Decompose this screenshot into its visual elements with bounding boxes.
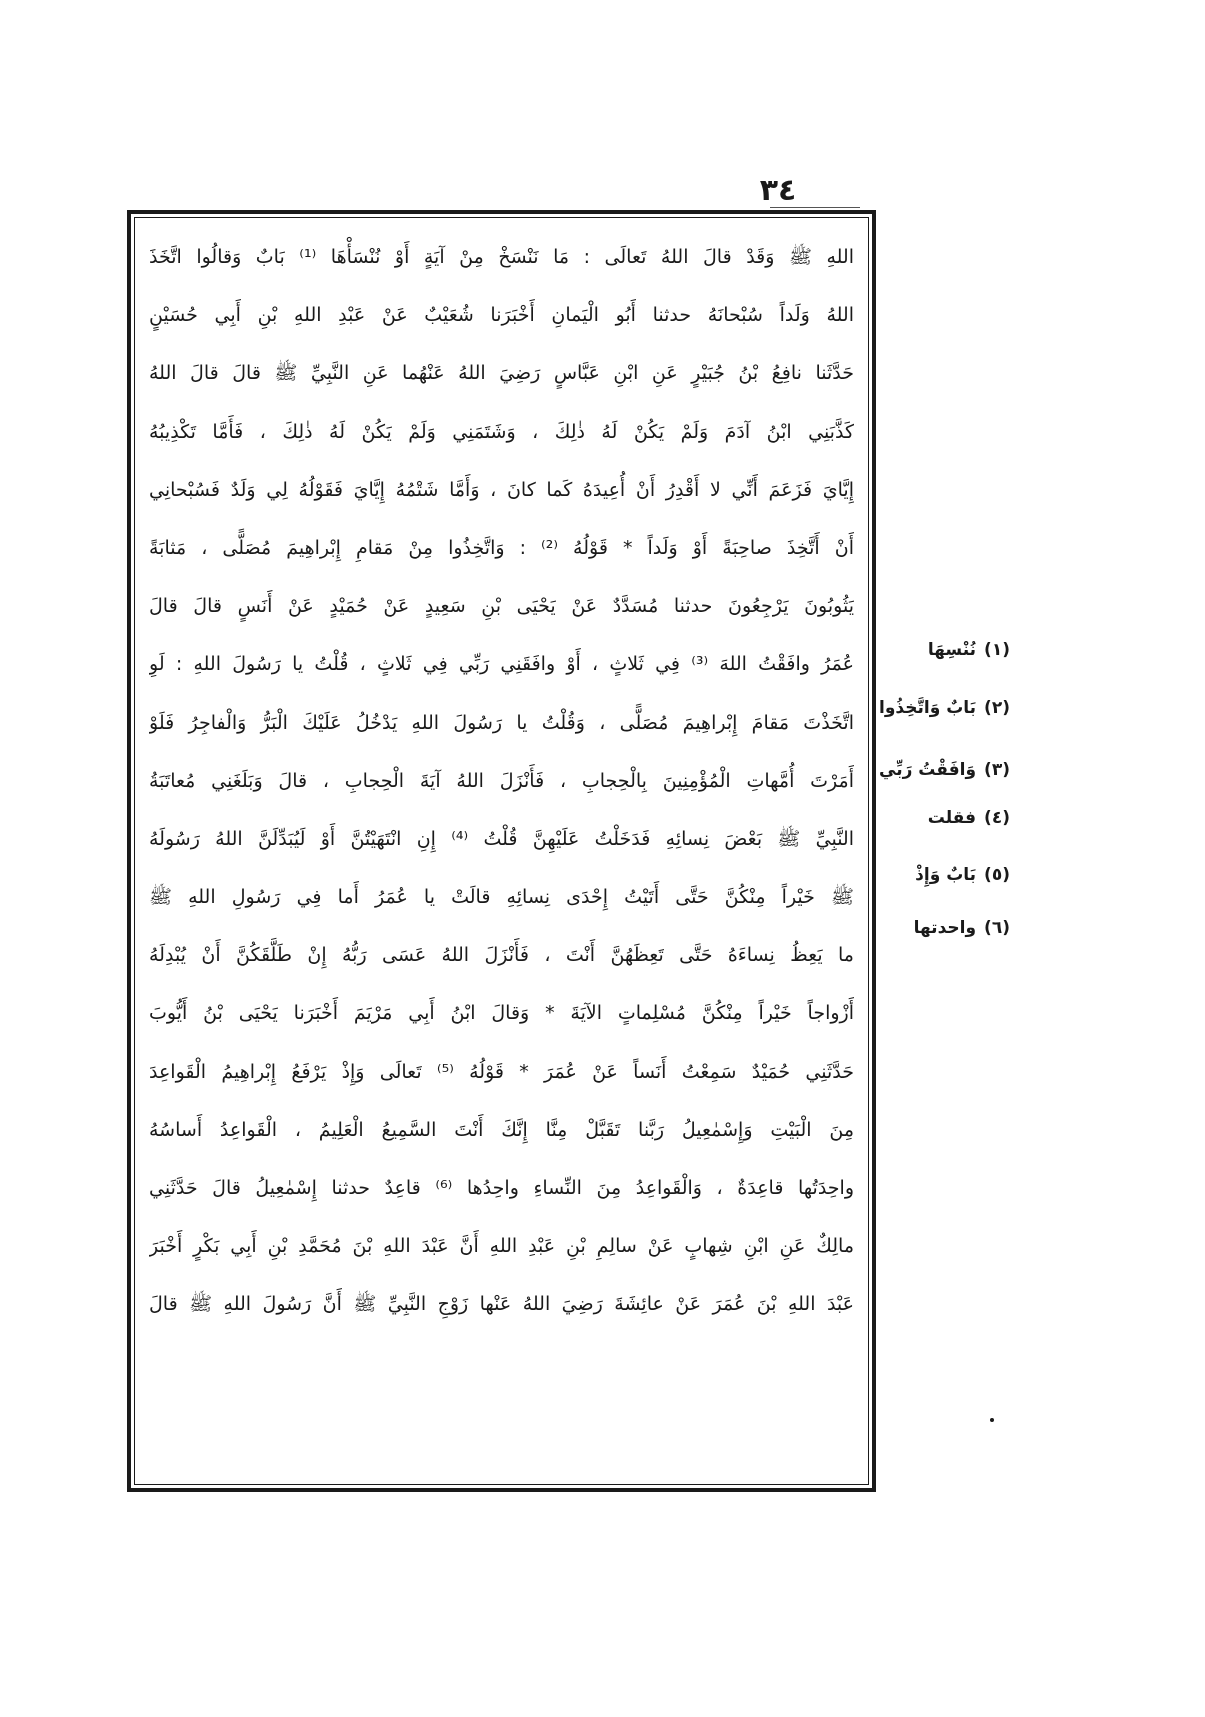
text-line: إِيَّايَ فَزَعَمَ أَنِّي لا أَقْدِرُ أَنْ أُعِيدَهُ كَما كانَ ، وَأَمَّا شَتْمُهُ إِيَّايَ فَقَوْلُهُ لِي وَلَدٌ فَسُبْحانِي [149, 478, 854, 501]
ink-dot [990, 1418, 994, 1422]
text-line: حَدَّثَنِي حُمَيْدٌ سَمِعْتُ أَنَساً عَنْ عُمَرَ * قَوْلُهُ ⁽⁵⁾ تَعالَى وَإِذْ يَرْفَعُ إِبْراهِيمُ الْقَواعِدَ [149, 1060, 854, 1083]
footnote-number: (١) [984, 640, 1010, 660]
footnote [928, 640, 1010, 660]
text-line: أَنْ أَتَّخِذَ صاحِبَةً أَوْ وَلَداً * قَوْلُهُ ⁽²⁾ : وَاتَّخِذُوا مِنْ مَقامِ إِبْراهِيمَ مُصَلًّى ، مَثابَةً [149, 536, 854, 559]
footnote-number: (٣) [984, 760, 1010, 780]
text-line: مِنَ الْبَيْتِ وَإِسْمٰعِيلُ رَبَّنا تَقَبَّلْ مِنَّا إِنَّكَ أَنْتَ السَّمِيعُ الْعَلِيمُ ، الْقَواعِدُ أَساسُهُ [149, 1118, 854, 1141]
footnote [879, 760, 1010, 780]
footnote-text: نُنْسِهَا [927, 640, 977, 660]
footnote-text: واحدتها [913, 918, 977, 938]
footnote [914, 918, 1010, 938]
page-number: ٣٤ [759, 173, 797, 208]
footnote-text: وَافَقْتُ رَبِّي [879, 760, 977, 780]
text-line: أَزْواجاً خَيْراً مِنْكُنَّ مُسْلِماتٍ الآيَةَ * وَقالَ ابْنُ أَبِي مَرْيَمَ أَخْبَرَنا يَحْيَى بْنُ أَيُّوبَ [149, 1002, 854, 1025]
footnote-number: (٢) [984, 698, 1010, 718]
text-line: اللهِ ﷺ وَقَدْ قالَ اللهُ تَعالَى : مَا نَنْسَخْ مِنْ آيَةٍ أَوْ نُنْسَأْهَا ⁽¹⁾ بَابٌ وَقالُوا اتَّخَذَ [149, 246, 854, 268]
footnote [928, 808, 1010, 828]
footnote [879, 698, 1010, 718]
text-line: كَذَّبَنِي ابْنُ آدَمَ وَلَمْ يَكُنْ لَهُ ذٰلِكَ ، وَشَتَمَنِي وَلَمْ يَكُنْ لَهُ ذٰلِكَ ، فَأَمَّا تَكْذِيبُهُ [149, 420, 854, 443]
footnote [915, 865, 1010, 885]
text-line: ﷺ خَيْراً مِنْكُنَّ حَتَّى أَتَيْتُ إِحْدَى نِسائِهِ قالَتْ يا عُمَرُ أَما فِي رَسُولِ اللهِ ﷺ [149, 886, 854, 909]
text-line: يَثُوبُونَ يَرْجِعُونَ حدثنا مُسَدَّدٌ عَنْ يَحْيَى بْنِ سَعِيدٍ عَنْ حُمَيْدٍ عَنْ أَنَسٍ قالَ قالَ [149, 595, 854, 618]
text-line: أَمَرْتَ أُمَّهاتِ الْمُؤْمِنِينَ بِالْحِجابِ ، فَأَنْزَلَ اللهُ آيَةَ الْحِجابِ ، قالَ وَبَلَغَنِي مُعاتَبَةُ [149, 769, 854, 792]
text-frame [127, 210, 876, 1492]
footnote-text: فقلت [927, 808, 977, 828]
text-line: عُمَرُ وافَقْتُ اللهَ ⁽³⁾ فِي ثَلاثٍ ، أَوْ وافَقَنِي رَبِّي فِي ثَلاثٍ ، قُلْتُ يا رَسُولَ اللهِ : لَوِ [149, 653, 854, 676]
footnote-number: (٦) [984, 918, 1010, 938]
text-line: اتَّخَذْتَ مَقامَ إِبْراهِيمَ مُصَلًّى ، وَقُلْتُ يا رَسُولَ اللهِ يَدْخُلُ عَلَيْكَ الْبَرُّ وَالْفاجِرُ فَلَوْ [149, 711, 854, 734]
footnote-number: (٤) [984, 808, 1010, 828]
footnote-text: بَابٌ وَاتَّخِذُوا [879, 698, 977, 718]
text-line: واحِدَتُها قاعِدَةٌ ، وَالْقَواعِدُ مِنَ النِّساءِ واحِدُها ⁽⁶⁾ قاعِدٌ حدثنا إِسْمٰعِيلُ قالَ حَدَّثَنِي [149, 1177, 854, 1199]
text-line: اللهُ وَلَداً سُبْحانَهُ حدثنا أَبُو الْيَمانِ أَخْبَرَنا شُعَيْبٌ عَنْ عَبْدِ اللهِ بْنِ أَبِي حُسَيْنٍ [149, 304, 854, 327]
footnote-text: بَابٌ وَإِذْ [915, 865, 977, 885]
text-line: مالِكٌ عَنِ ابْنِ شِهابٍ عَنْ سالِمِ بْنِ عَبْدِ اللهِ أَنَّ عَبْدَ اللهِ بْنَ مُحَمَّدِ بْنِ أَبِي بَكْرٍ أَخْبَرَ [149, 1235, 854, 1258]
text-line: عَبْدَ اللهِ بْنَ عُمَرَ عَنْ عائِشَةَ رَضِيَ اللهُ عَنْها زَوْجِ النَّبِيِّ ﷺ أَنَّ رَسُولَ اللهِ ﷺ قالَ [149, 1293, 854, 1316]
text-block [149, 228, 854, 1334]
page-number-rule [770, 207, 860, 208]
text-line: ما يَعِظُ نِساءَهُ حَتَّى تَعِظَهُنَّ أَنْتَ ، فَأَنْزَلَ اللهُ عَسَى رَبُّهُ إِنْ طَلَّقَكُنَّ أَنْ يُبْدِلَهُ [149, 944, 854, 967]
footnote-number: (٥) [984, 865, 1010, 885]
text-line: النَّبِيِّ ﷺ بَعْضَ نِسائِهِ فَدَخَلْتُ عَلَيْهِنَّ قُلْتُ ⁽⁴⁾ إِنِ انْتَهَيْتُنَّ أَوْ لَيُبَدِّلَنَّ اللهُ رَسُولَهُ [149, 827, 854, 850]
text-line: حَدَّثَنا نافِعُ بْنُ جُبَيْرٍ عَنِ ابْنِ عَبَّاسٍ رَضِيَ اللهُ عَنْهُما عَنِ النَّبِيِّ ﷺ قالَ قالَ اللهُ [149, 362, 854, 385]
